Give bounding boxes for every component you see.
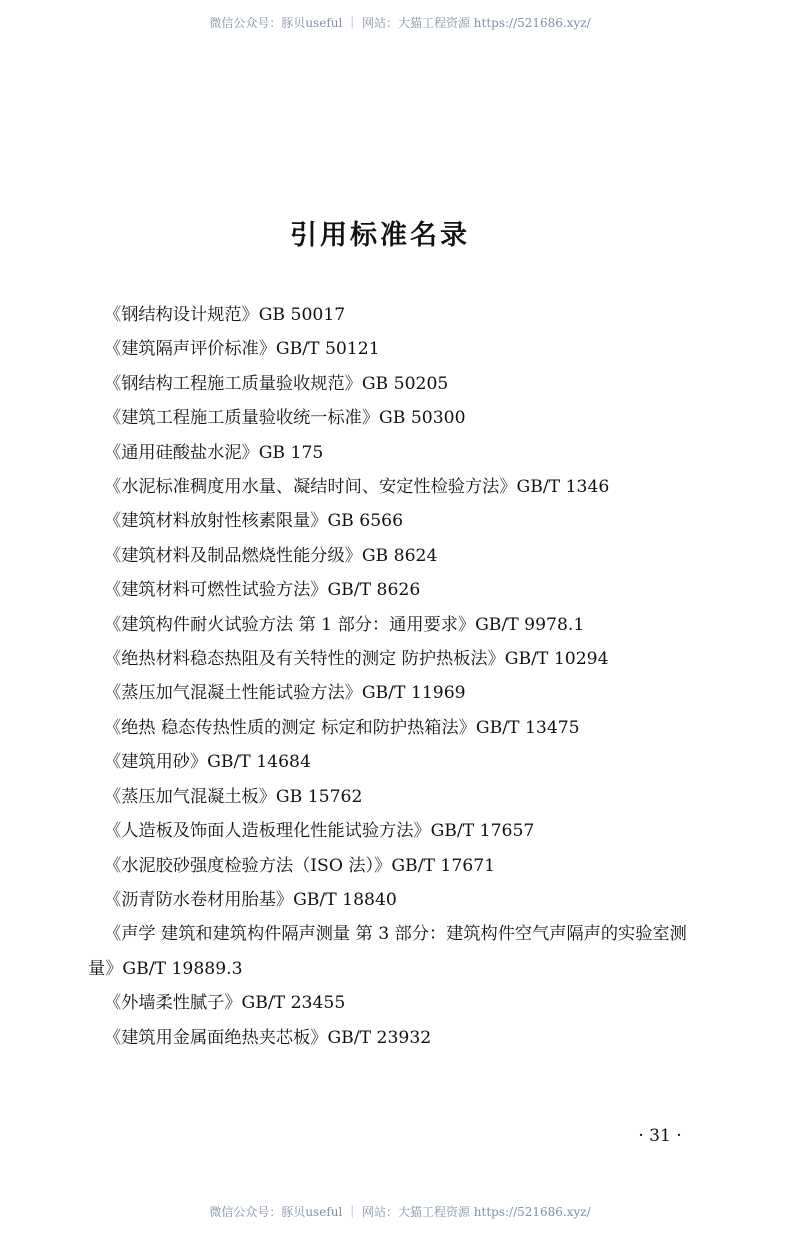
list-item: 《钢结构工程施工质量验收规范》GB 50205 xyxy=(104,373,449,394)
list-item: 《水泥胶砂强度检验方法（ISO 法）》GB/T 17671 xyxy=(104,855,496,876)
watermark-top: 微信公众号：豚贝useful ｜ 网站：大猫工程资源 https://521686.xyz/ xyxy=(209,16,591,30)
list-item: 《建筑用金属面绝热夹芯板》GB/T 23932 xyxy=(104,1027,432,1048)
list-item: 《声学 建筑和建筑构件隔声测量 第 3 部分：建筑构件空气声隔声的实验室测量》GB/T 19889.3 xyxy=(88,924,687,979)
list-item: 《蒸压加气混凝土板》GB 15762 xyxy=(104,786,363,807)
list-item: 《外墙柔性腻子》GB/T 23455 xyxy=(104,993,346,1014)
list-item: 《人造板及饰面人造板理化性能试验方法》GB/T 17657 xyxy=(104,821,535,842)
page-number: · 31 · xyxy=(638,1126,682,1146)
list-item: 《建筑构件耐火试验方法 第 1 部分：通用要求》GB/T 9978.1 xyxy=(104,614,585,635)
list-item: 《建筑材料放射性核素限量》GB 6566 xyxy=(104,511,404,532)
page-title: 引用标准名录 xyxy=(290,220,470,252)
list-item: 《蒸压加气混凝土性能试验方法》GB/T 11969 xyxy=(104,683,466,704)
list-item: 《建筑工程施工质量验收统一标准》GB 50300 xyxy=(104,408,466,429)
list-item: 《绝热 稳态传热性质的测定 标定和防护热箱法》GB/T 13475 xyxy=(104,717,580,738)
list-item: 《通用硅酸盐水泥》GB 175 xyxy=(104,442,324,463)
list-item: 《建筑材料可燃性试验方法》GB/T 8626 xyxy=(104,580,421,601)
list-item: 《建筑隔声评价标准》GB/T 50121 xyxy=(104,339,380,360)
list-item: 《建筑材料及制品燃烧性能分级》GB 8624 xyxy=(104,545,438,566)
standards-list xyxy=(88,298,703,1055)
watermark-bottom: 微信公众号：豚贝useful ｜ 网站：大猫工程资源 https://521686.xyz/ xyxy=(209,1205,591,1219)
list-item: 《钢结构设计规范》GB 50017 xyxy=(104,305,346,325)
list-item: 《建筑用砂》GB/T 14684 xyxy=(104,752,311,773)
list-item: 《水泥标准稠度用水量、凝结时间、安定性检验方法》GB/T 1346 xyxy=(104,477,610,498)
list-item: 《绝热材料稳态热阻及有关特性的测定 防护热板法》GB/T 10294 xyxy=(104,649,609,670)
list-item: 《沥青防水卷材用胎基》GB/T 18840 xyxy=(104,889,397,910)
